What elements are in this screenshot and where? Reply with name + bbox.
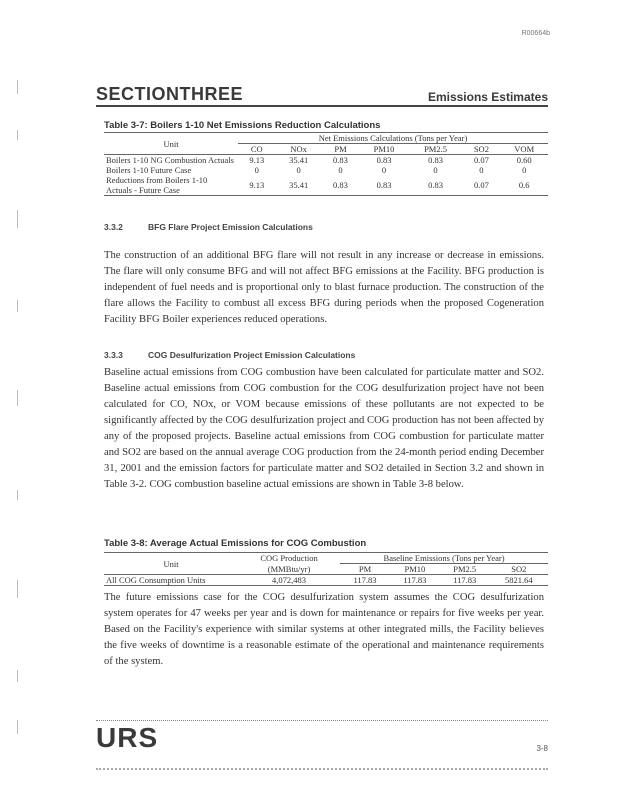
table-cell-unit: Boilers 1-10 NG Combustion Actuals	[106, 155, 234, 165]
paragraph-future-emissions: The future emissions case for the COG desulfurization system assumes the COG desulfurization system operates for 47 weeks per year and is down for maintenance or repairs for five weeks per year. Based on the Facility's experience with similar systems at other integrated mills, the Facility believes the five weeks of downtime is a reasonable estimate of the operational and maintenance requirements of the system.	[104, 592, 544, 667]
table-cell: 9.13	[249, 155, 265, 165]
table-cell: 0.83	[333, 180, 348, 190]
table-header-pollutant: PM10	[404, 564, 426, 574]
table-header-pollutant: SO2	[511, 564, 527, 574]
table-cell: 5821.64	[505, 575, 533, 585]
table-cell: 0	[296, 165, 301, 175]
table-header-pollutant: PM	[334, 144, 347, 154]
table-cell: 4,072,483	[272, 575, 307, 585]
table-cell: 0.83	[376, 155, 392, 165]
table-caption: Table 3-8: Average Actual Emissions for COG Combustion	[104, 538, 367, 549]
table-cell: 0.83	[376, 180, 392, 190]
table-caption: Table 3-7: Boilers 1-10 Net Emissions Reduction Calculations	[104, 120, 381, 131]
table-cell: 0	[254, 165, 259, 175]
table-header-pollutant: NOx	[290, 144, 307, 154]
table-cell: 0.60	[516, 155, 532, 165]
subsection-number: 3.3.3	[104, 350, 123, 360]
cog-emissions-table	[104, 552, 548, 586]
table-row	[104, 155, 548, 166]
paragraph-cog-desulfurization: Baseline actual emissions from COG combustion have been calculated for particulate matter and SO2. Baseline actual emissions from COG combustion for the COG desulfurization project have not been calculated for CO, NOx, or VOM because emissions of these pollutants are not expected to be significantly affected by the COG desulfurization project and COG production has not been affected by any of the proposed projects. Baseline actual emissions from COG combustion for particulate matter and SO2 are based on the annual average COG production from the 24-month period ending December 31, 2001 and the emission factors for particulate matter and SO2 detailed in Section 3.2 and shown in Table 3-2. COG combustion baseline actual emissions are shown in Table 3-8 below.	[104, 367, 544, 490]
subsection-heading-332	[104, 222, 313, 232]
table-cell: 35.41	[289, 180, 309, 190]
urs-logo: URS	[96, 722, 159, 753]
table-header-pollutant: CO	[250, 144, 263, 154]
subsection-title: BFG Flare Project Emission Calculations	[148, 222, 313, 232]
subsection-heading-333	[104, 350, 355, 360]
table-header-pollutant: PM2.5	[453, 564, 477, 574]
table-cell: 0	[381, 165, 387, 175]
table-header-unit: Unit	[163, 138, 179, 149]
header-rule	[96, 105, 548, 107]
section-topic: Emissions Estimates	[427, 90, 548, 104]
table-group-header: Baseline Emissions (Tons per Year)	[340, 553, 548, 564]
table-cell: 117.83	[403, 575, 427, 585]
table-cell: 0	[433, 165, 438, 175]
table-cell: 0.83	[428, 155, 443, 165]
table-header-pollutant: VOM	[514, 144, 535, 154]
table-header-unit: Unit	[163, 558, 179, 569]
table-cell: 0	[522, 165, 527, 175]
table-cell: 0.07	[473, 180, 489, 190]
table-header-pollutant: PM	[358, 564, 372, 574]
table-cell: 0	[479, 165, 484, 175]
table-row	[104, 165, 548, 175]
document-reference-code: R00664b	[521, 30, 550, 37]
left-margin-marks	[17, 60, 19, 760]
table-cell: 35.41	[289, 155, 309, 165]
table-header-pollutant: SO2	[473, 144, 489, 154]
table-cell-unit	[104, 175, 238, 196]
subsection-title: COG Desulfurization Project Emission Calculations	[148, 350, 356, 360]
table-cell: 0.6	[518, 180, 530, 190]
section-heading: SECTIONTHREE	[96, 84, 244, 104]
table-header-pollutant: PM2.5	[424, 144, 447, 154]
page-number: 3-8	[536, 744, 548, 753]
table-row	[104, 575, 548, 586]
table-cell: 117.83	[453, 575, 477, 585]
table-header-pollutant: PM10	[373, 144, 395, 154]
table-cell-unit-line1: Reductions from Boilers 1-10	[106, 175, 208, 185]
table-cell-unit: Boilers 1-10 Future Case	[106, 165, 192, 175]
table-cell: 9.13	[249, 180, 265, 190]
table-row	[104, 175, 548, 196]
footer-rule	[96, 720, 548, 722]
table-header-production-units: (MMBtu/yr)	[267, 563, 311, 574]
table-cell: 0.83	[333, 155, 348, 165]
table-cell: 0	[338, 165, 343, 175]
paragraph-bfg-flare: The construction of an additional BFG flare will not result in any increase or decrease in emissions. The flare will only consume BFG and will not affect BFG emissions at the Facility. BFG production is independent of fuel needs and is proportional only to blast furnace production. The construction of the flare allows the Facility to combust all excess BFG during periods when the proposed Cogeneration Facility BFG Boiler experiences reduced operations.	[104, 250, 544, 325]
table-cell: 0.07	[473, 155, 489, 165]
table-cell-unit: All COG Consumption Units	[106, 575, 206, 585]
table-cell-unit-line2: Actuals - Future Case	[106, 185, 180, 195]
subsection-number: 3.3.2	[104, 222, 123, 232]
table-group-header: Net Emissions Calculations (Tons per Year)	[238, 133, 548, 144]
table-cell: 117.83	[353, 575, 377, 585]
net-emissions-table	[104, 132, 548, 196]
table-cell: 0.83	[428, 180, 443, 190]
footer-path-line	[96, 768, 548, 776]
table-header-production: COG Production	[260, 553, 318, 564]
